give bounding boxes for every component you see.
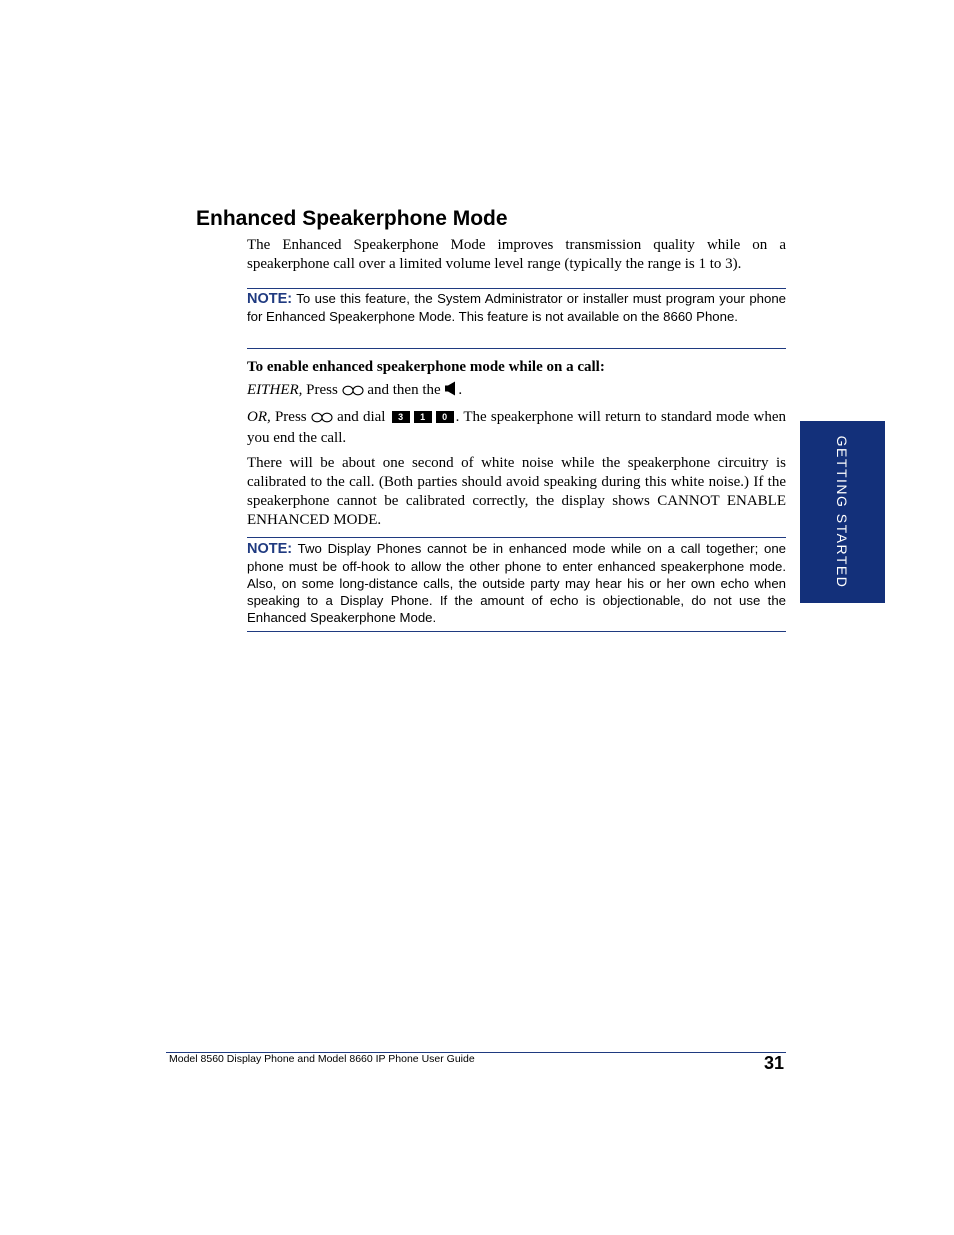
procedure-block	[247, 358, 786, 530]
press-text-2: Press	[274, 409, 307, 425]
note1-label: NOTE:	[247, 291, 293, 307]
chapter-side-tab	[800, 421, 885, 603]
dial-key-1: 1	[414, 411, 432, 423]
section-heading: Enhanced Speakerphone Mode	[196, 207, 508, 230]
then-text: and then the	[367, 382, 441, 398]
step-either	[247, 381, 786, 402]
intro-paragraph: The Enhanced Speakerphone Mode improves transmission quality while on a speakerphone call over a limited volume level range (typically the range is 1 to 3).	[247, 237, 786, 272]
step1-end: .	[458, 382, 463, 398]
note1	[247, 290, 786, 325]
press-text-1: Press	[306, 382, 338, 398]
note2-bottom-rule	[247, 631, 786, 632]
note2-top-rule	[247, 537, 786, 538]
note1-bottom-rule	[247, 348, 786, 349]
calibration-paragraph: There will be about one second of white noise while the speakerphone circuitry is calibrated to the call. (Both parties should avoid speaking during this white noise.) If the speakerphone cannot be calibrated correctly, the display shows CANNOT ENABLE ENHANCED MODE.	[247, 455, 786, 528]
chapter-tab-label: GETTING STARTED	[834, 435, 850, 589]
dial-key-3: 3	[392, 411, 410, 423]
note2	[247, 540, 786, 626]
speaker-icon	[444, 381, 458, 402]
either-label: EITHER,	[247, 382, 303, 398]
note1-text: To use this feature, the System Administrator or installer must program your phone for Enhanced Speakerphone Mode. This feature is not available on the 8660 Phone.	[247, 291, 786, 324]
intro-block	[247, 236, 786, 274]
procedure-title: To enable enhanced speakerphone mode while on a call:	[247, 359, 605, 375]
or-label: OR,	[247, 409, 271, 425]
note2-label: NOTE:	[247, 541, 293, 557]
dial-text: and dial	[337, 409, 386, 425]
note1-top-rule	[247, 288, 786, 289]
footer-title: Model 8560 Display Phone and Model 8660 IP Phone User Guide	[169, 1053, 475, 1065]
note2-text: Two Display Phones cannot be in enhanced mode while on a call together; one phone must be off-hook to allow the other phone to enter enhanced speakerphone mode. Also, on some long-distance calls, the outside party may hear his or her own echo when speaking to a Display Phone. If the amount of echo is objectionable, do not use the Enhanced Speakerphone Mode.	[247, 541, 786, 625]
special-button-icon	[342, 383, 364, 402]
page-number: 31	[763, 1053, 784, 1073]
dial-key-0: 0	[436, 411, 454, 423]
step2-rest: . The speakerphone will return to standard mode when you end the call.	[247, 409, 787, 446]
special-button-icon	[311, 410, 333, 429]
note1-block	[247, 290, 786, 325]
note2-block	[247, 540, 786, 626]
step-or	[247, 408, 786, 448]
